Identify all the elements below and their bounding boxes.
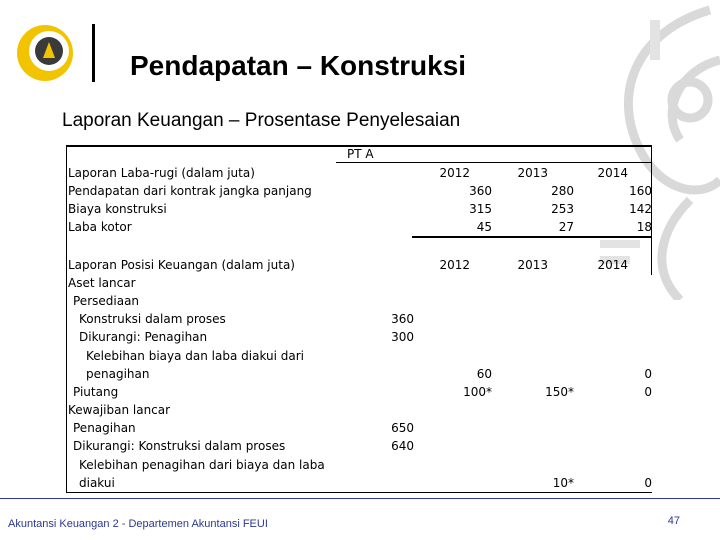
position-heading: Laporan Posisi Keuangan (dalam juta) [68, 258, 295, 272]
cell-value: 10* [552, 476, 574, 490]
cell-value: 650 [391, 421, 414, 435]
row-label: Laba kotor [68, 220, 132, 234]
row-label: Kelebihan penagihan dari biaya dan laba [79, 458, 325, 472]
row-label: penagihan [86, 367, 150, 381]
table-left-border [66, 145, 67, 493]
makara-watermark-icon [580, 0, 720, 300]
row-label: Aset lancar [68, 276, 136, 290]
cell-value: 0 [644, 367, 652, 381]
row-label: Dikurangi: Konstruksi dalam proses [73, 439, 286, 453]
cell-value: 150* [545, 385, 574, 399]
income-heading: Laporan Laba-rugi (dalam juta) [68, 166, 255, 180]
cell-value: 18 [636, 220, 652, 234]
income-year: 2014 [597, 166, 628, 180]
cell-value: 0 [644, 476, 652, 490]
row-label: Persediaan [73, 294, 140, 308]
row-label: Pendapatan dari kontrak jangka panjang [68, 184, 312, 198]
position-year: 2013 [517, 258, 548, 272]
table-bottom-border [66, 492, 652, 493]
row-label: Kelebihan biaya dan laba diakui dari [86, 349, 305, 363]
row-label: Piutang [73, 385, 119, 399]
table-header-border [336, 162, 652, 163]
income-year: 2012 [439, 166, 470, 180]
row-label: Penagihan [73, 421, 136, 435]
company-name: PT A [347, 147, 374, 161]
table-section-separator [412, 236, 652, 238]
row-label: Dikurangi: Penagihan [79, 330, 208, 344]
row-label: Konstruksi dalam proses [79, 312, 226, 326]
cell-value: 100* [463, 385, 492, 399]
cell-value: 253 [551, 202, 574, 216]
cell-value: 315 [469, 202, 492, 216]
row-label: Kewajiban lancar [68, 403, 171, 417]
cell-value: 27 [558, 220, 574, 234]
cell-value: 360 [391, 312, 414, 326]
cell-value: 0 [644, 385, 652, 399]
cell-value: 160 [629, 184, 652, 198]
footer-divider [0, 498, 720, 499]
title-divider [92, 24, 95, 82]
cell-value: 300 [391, 330, 414, 344]
cell-value: 280 [551, 184, 574, 198]
cell-value: 60 [476, 367, 492, 381]
university-logo-icon [14, 22, 76, 84]
cell-value: 640 [391, 439, 414, 453]
cell-value: 142 [629, 202, 652, 216]
row-label: diakui [79, 476, 115, 490]
page-subtitle: Laporan Keuangan – Prosentase Penyelesaian [62, 110, 461, 131]
page-number: 47 [667, 515, 680, 527]
cell-value: 45 [476, 220, 492, 234]
position-year: 2012 [439, 258, 470, 272]
row-label: Biaya konstruksi [68, 202, 167, 216]
position-year: 2014 [597, 258, 628, 272]
cell-value: 360 [469, 184, 492, 198]
footer-text: Akuntansi Keuangan 2 - Departemen Akuntansi FEUI [8, 518, 268, 530]
page-title: Pendapatan – Konstruksi [130, 50, 467, 81]
income-year: 2013 [517, 166, 548, 180]
